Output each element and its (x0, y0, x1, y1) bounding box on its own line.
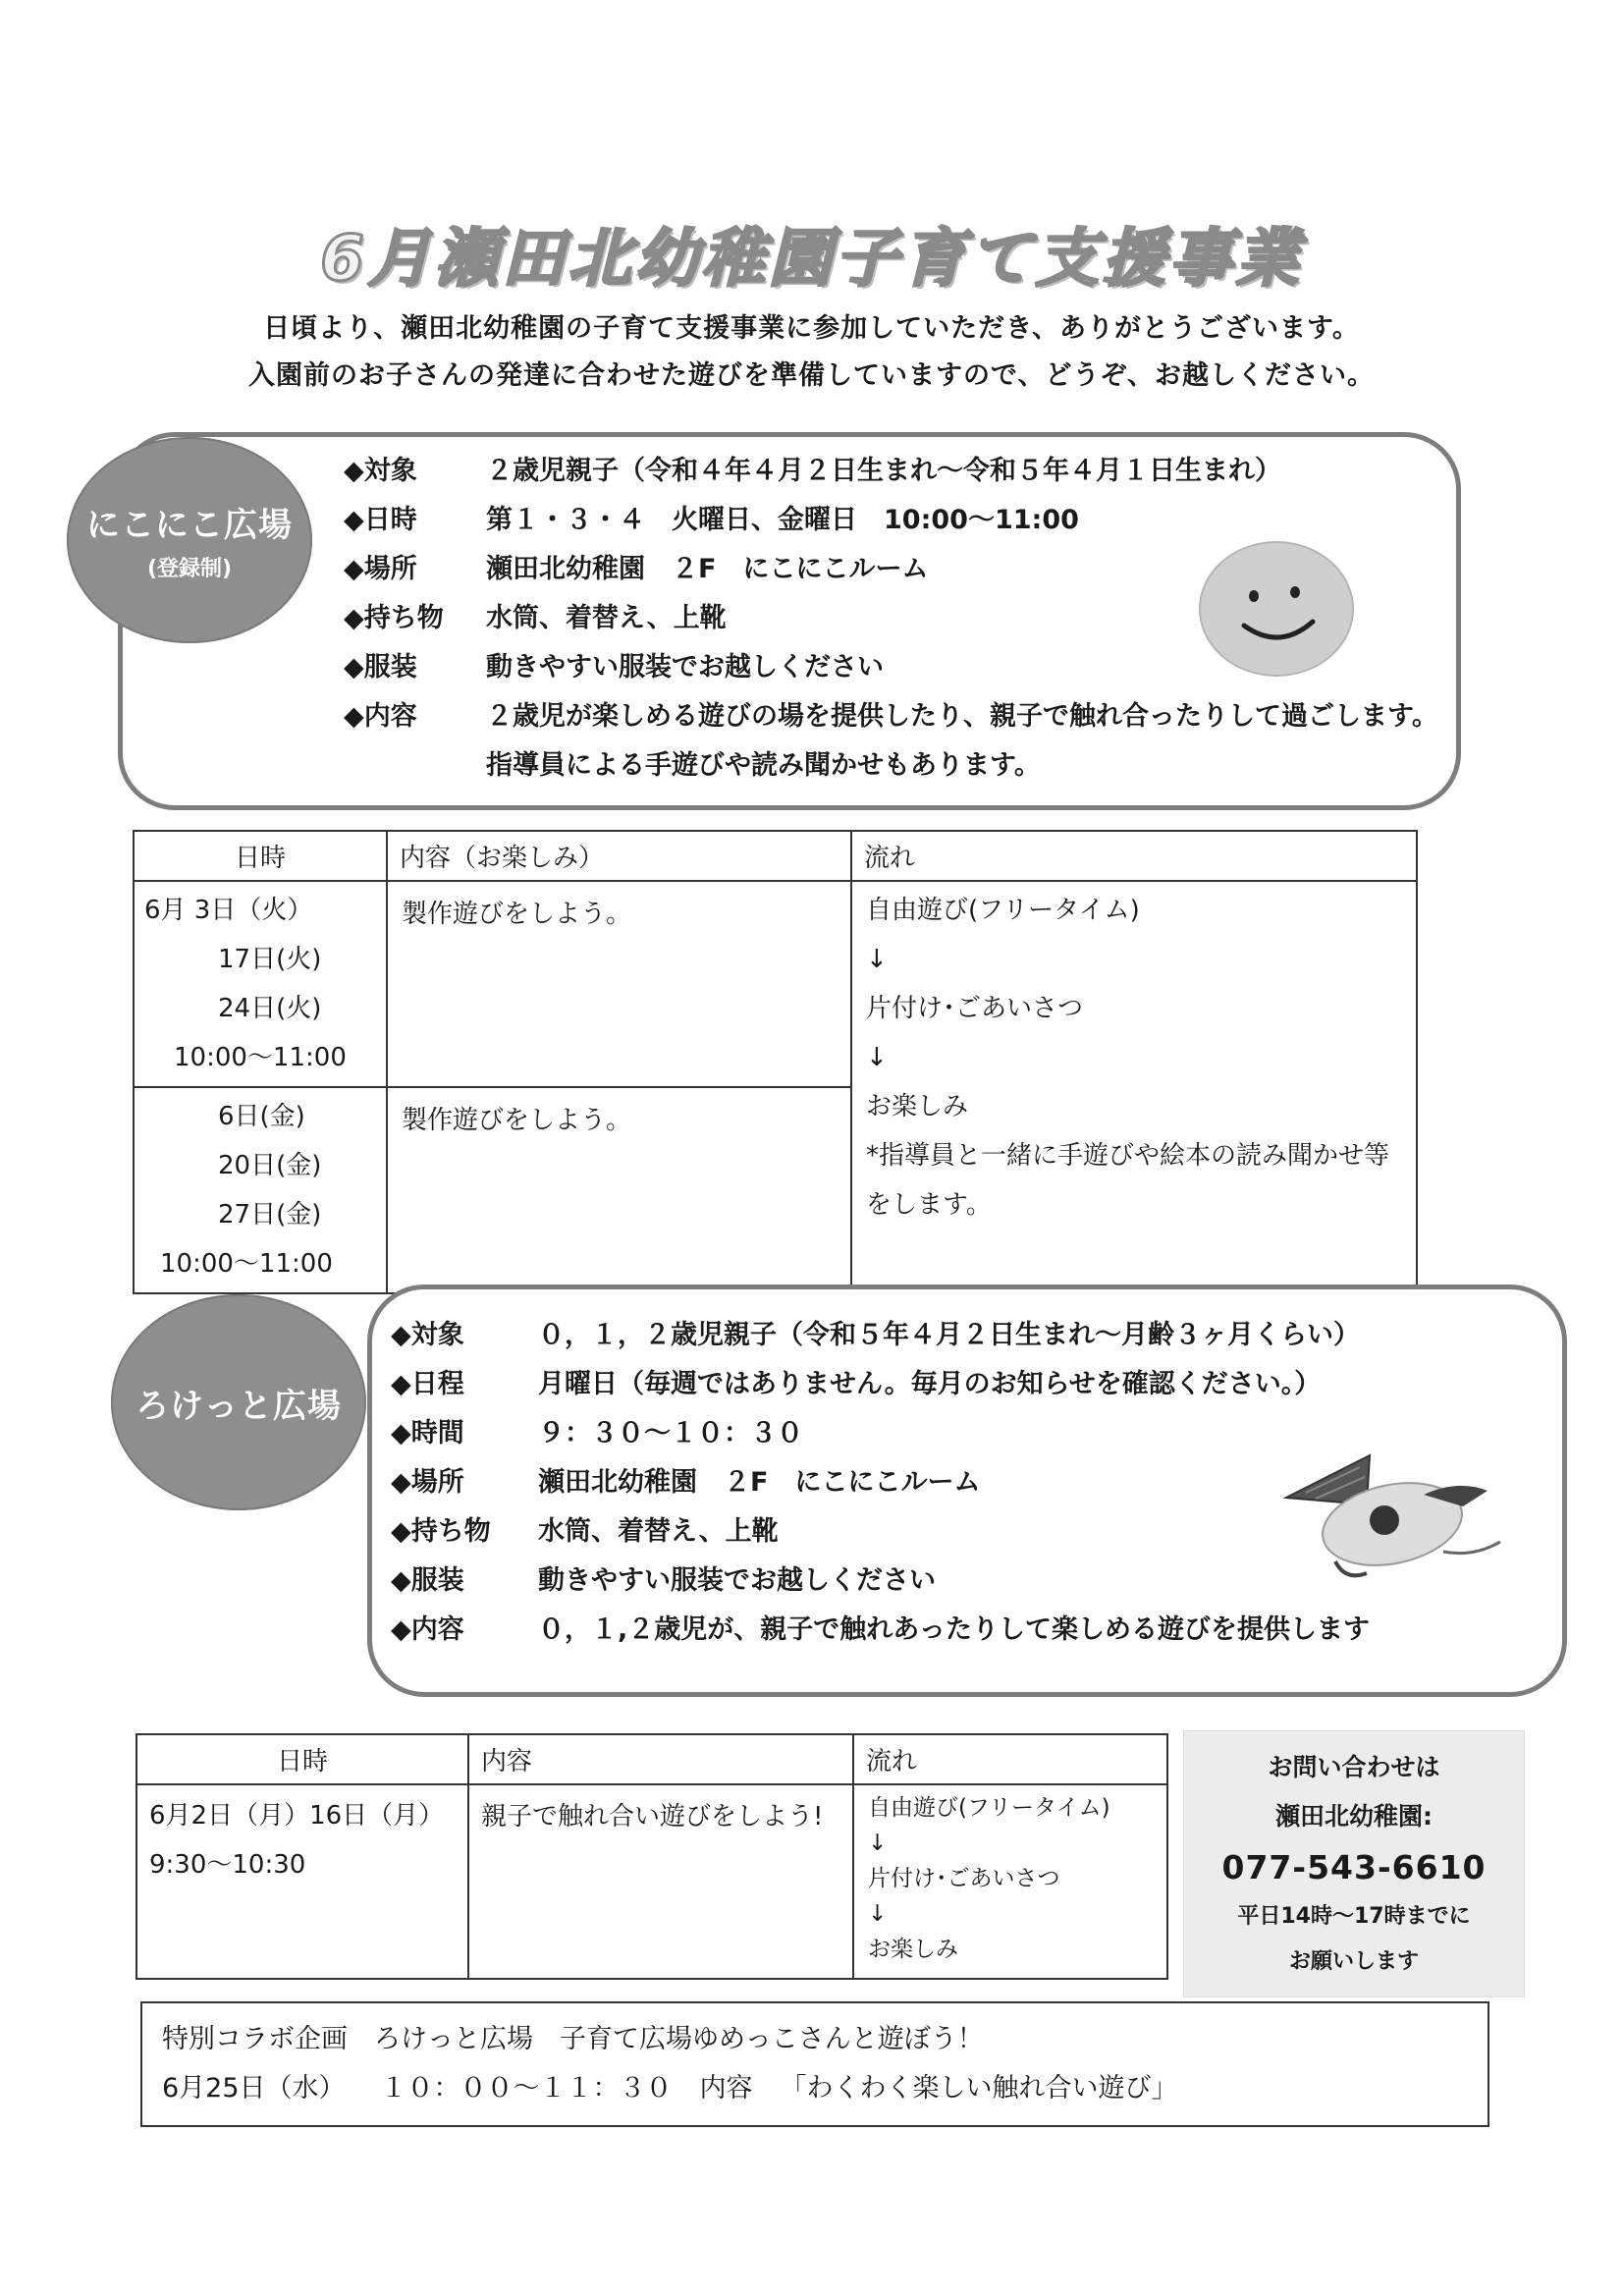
page-title: 6月瀬田北幼稚園子育て支援事業 (320, 223, 1303, 296)
rocket-schedule-table (135, 1733, 1168, 1980)
contact-phone: 077-543-6610 (1221, 1848, 1487, 1886)
niko-badge-title: にこにこ広場 (86, 506, 293, 545)
rocket-info-row: ◆服装 動きやすい服装でお越しください (391, 1565, 936, 1596)
rocket-info-row: ◆持ち物 水筒、着替え、上靴 (391, 1516, 779, 1547)
flow-cell: 自由遊び(フリータイム) ↓ 片付け･ごあいさつ ↓ お楽しみ *指導員と一緒に手遊びや絵本の読み聞かせ等をします。 (851, 881, 1417, 1293)
table-header: 日時 (136, 1734, 468, 1784)
niko-info-row: ◆内容 ２歳児が楽しめる遊びの場を提供したり、親子で触れ合ったりして過ごします。指導員による手遊びや読み聞かせもあります。 (344, 701, 1438, 781)
contact-request: お願いします (1288, 1949, 1419, 1974)
niko-info-row: ◆服装 動きやすい服装でお越しください (344, 652, 884, 683)
collab-content-label: 内容 (699, 2073, 753, 2104)
niko-info-row: ◆対象 ２歳児親子（令和４年４月２日生まれ～令和５年４月１日生まれ） (344, 456, 1281, 486)
contact-line-1: お問い合わせは (1268, 1753, 1440, 1781)
collab-content: 「わくわく楽しい触れ合い遊び」 (780, 2073, 1178, 2104)
niko-badge (67, 437, 312, 643)
table-header: 流れ (853, 1734, 1167, 1784)
niko-schedule-table (133, 830, 1418, 1294)
table-row: 6日(金) 20日(金) 27日(金) 10:00～11:00 製作遊びをしよう。 (134, 1087, 1417, 1293)
table-header: 流れ (851, 831, 1417, 881)
table-cell: 親子で触れ合い遊びをしよう! (468, 1784, 853, 1979)
flow-cell: 自由遊び(フリータイム) ↓ 片付け･ごあいさつ ↓ お楽しみ (853, 1784, 1167, 1979)
rocket-icon (1276, 1444, 1512, 1601)
table-cell: 製作遊びをしよう。 (387, 881, 851, 1087)
table-header: 内容（お楽しみ） (387, 831, 851, 881)
niko-info-row: ◆日時 第１・３・４ 火曜日、金曜日 10:00～11:00 (344, 505, 1079, 535)
collab-date: 6月25日（水） (162, 2073, 346, 2104)
rocket-badge (111, 1294, 366, 1510)
table-row: 6月 3日（火） 17日(火) 24日(火) 10:00～11:00 製作遊びをしよう。 自由遊び(フリータイム) ↓ 片付け･ごあいさつ ↓ お楽しみ *指導員と一緒に手遊びや絵本の読み聞かせ等をします。 (134, 881, 1417, 1087)
collab-title: 特別コラボ企画 ろけっと広場 子育て広場ゆめっこさんと遊ぼう！ (162, 2024, 984, 2054)
collab-details (162, 2064, 1468, 2113)
rocket-info-row: ◆場所 瀬田北幼稚園 ２F にこにこルーム (391, 1467, 981, 1498)
intro-line-2: 入園前のお子さんの発達に合わせた遊びを準備していますので、どうぞ、お越しください。 (248, 360, 1375, 391)
collab-event-box (140, 2001, 1489, 2127)
rocket-badge-title: ろけっと広場 (135, 1386, 342, 1426)
table-row: 6月2日（月）16日（月） 9:30～10:30 親子で触れ合い遊びをしよう! 自由遊び(フリータイム) ↓ 片付け･ごあいさつ ↓ お楽しみ (136, 1784, 1167, 1979)
contact-box (1183, 1730, 1525, 1997)
rocket-info-row: ◆内容 ０，１,２歳児が、親子で触れあったりして楽しめる遊びを提供します (391, 1614, 1370, 1645)
rocket-info-row: ◆日程 月曜日（毎週ではありません。毎月のお知らせを確認ください。） (391, 1369, 1322, 1399)
contact-line-2: 瀬田北幼稚園: (1275, 1802, 1433, 1831)
table-header: 日時 (134, 831, 387, 881)
collab-time: １０：００～１１：３０ (380, 2073, 673, 2104)
table-cell: 製作遊びをしよう。 (387, 1087, 851, 1293)
niko-info-row: ◆持ち物 水筒、着替え、上靴 (344, 603, 727, 633)
intro-line-1: 日頃より、瀬田北幼稚園の子育て支援事業に参加していただき、ありがとうございます。 (263, 313, 1360, 344)
rocket-info-row: ◆時間 ９：３０～１０：３０ (391, 1418, 803, 1449)
niko-info-row: ◆場所 瀬田北幼稚園 ２F にこにこルーム (344, 554, 929, 584)
niko-badge-sub: (登録制) (146, 557, 233, 581)
table-header: 内容 (468, 1734, 853, 1784)
smiley-face-icon (1193, 535, 1360, 683)
contact-hours: 平日14時～17時までに (1237, 1904, 1471, 1929)
rocket-info-row: ◆対象 ０，１，２歳児親子（令和５年４月２日生まれ～月齢３ヶ月くらい） (391, 1320, 1360, 1350)
